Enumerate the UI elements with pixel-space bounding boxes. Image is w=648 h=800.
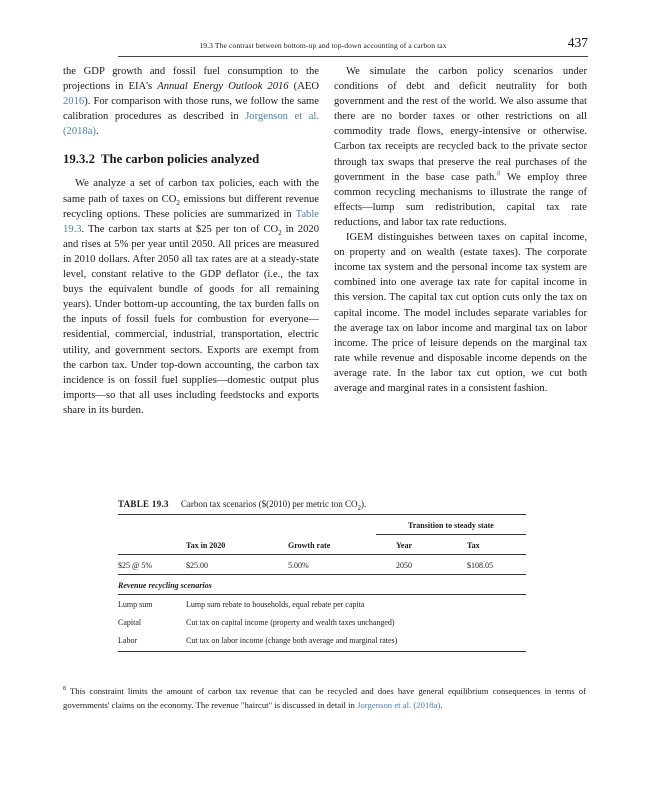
text: in 2020 and rises at 5% per year until 2050. All prices are measured in 2010 dollars. After 2050 all tax rates are at a steady-state level, constant relative to the GDP deflator (i.e., the tax buys the equivalent bundle of goods for all remaining years). Under bottom-up accounting, the tax burden falls on the inputs of fossil fuels for combustion for everyone—residential, commercial, industrial, transportation, electric utility, and government sectors. Exports are exempt from the carbon tax. Under top-down accounting, the carbon tax incidence is on fossil fuel supplies—domestic output plus imports—so that all uses including feedstocks and exports share in its burden. [63, 223, 319, 416]
page-number: 437 [567, 35, 588, 50]
text: . [95, 126, 99, 138]
citation-link-jorgenson[interactable]: Jorgenson et al. (2018a) [63, 111, 319, 138]
text: ). For comparison with those runs, we follow the same calibration procedures as described in [63, 96, 319, 123]
scenario-desc: Cut tax on capital income (property and wealth taxes unchanged) [186, 618, 395, 627]
right-column [334, 64, 587, 396]
text: We simulate the carbon policy scenarios under conditions of debt and deficit neutrality for both government and the rest of the world. We also assume that there are no border taxes or other restrictions on all commodity trade flows, energy-intensive or otherwise. Carbon tax receipts are recycled back to the private sector through tax swaps that preserve the real purchases of the government in the base case path. [334, 66, 587, 183]
paragraph-igem: IGEM distinguishes between taxes on capital income, on property and on wealth (estate taxes). The corporate income tax system and the personal income tax system are combined into one average tax rate for capital income in this version. The capital tax cut option cuts only the tax on capital income. The model includes separate variables for the average tax on labor income and marginal tax on labor income. The price of leisure depends on the marginal tax rate while revenue and disposable income depends on the average rate. In the labor tax cut option, we cut both average and marginal rates in a consistent fashion. [334, 232, 587, 394]
row-year: 2050 [396, 561, 412, 570]
subscript: 2 [278, 228, 282, 237]
paragraph-calibration [63, 64, 319, 139]
table-top-rule [118, 514, 526, 515]
row-tax: $108.05 [467, 561, 493, 570]
section-title: The carbon policies analyzed [101, 152, 260, 167]
caption-text: ). [361, 499, 367, 509]
row-growth-rate: 5.00% [288, 561, 309, 570]
text: We employ three common recycling mechanisms to illustrate the range of effects—lump sum redistribution, capital tax rate reductions, and labor tax rate reductions. [334, 171, 587, 228]
header-tax-2020: Tax in 2020 [186, 541, 226, 550]
section-number: 19.3.2 [63, 152, 95, 167]
text: . The carbon tax starts at $25 per ton of CO [81, 223, 279, 235]
table-caption [118, 499, 367, 512]
text: the GDP growth and fossil fuel consumption to the projections in EIA's [63, 66, 319, 93]
running-header [118, 35, 588, 57]
header-tax: Tax [467, 541, 480, 550]
recycling-heading: Revenue recycling scenarios [118, 581, 212, 590]
footnote-citation-link[interactable]: Jorgenson et al. (2018a) [357, 700, 441, 710]
aeo-title: Annual Energy Outlook 2016 [157, 81, 289, 93]
table-link[interactable]: Table 19.3 [63, 208, 319, 235]
caption-text: Carbon tax scenarios ($(2010) per metric ton CO [180, 499, 358, 509]
text: emissions but different revenue recycling options. These policies are summarized in [63, 193, 319, 220]
header-rule [118, 554, 526, 555]
citation-link-aeo2016[interactable]: 2016 [63, 96, 85, 108]
scenario-name: Capital [118, 618, 142, 627]
subscript: 2 [176, 198, 180, 207]
text: (AEO [288, 81, 319, 93]
scenario-name: Labor [118, 636, 138, 645]
recycling-rule [118, 594, 526, 595]
footnote-ref[interactable]: 8 [496, 169, 501, 178]
text: We analyze a set of carbon tax policies, each with the same path of taxes on CO [63, 178, 319, 205]
header-growth-rate: Growth rate [288, 541, 331, 550]
header-year: Year [396, 541, 412, 550]
table-label: TABLE 19.3 [118, 499, 169, 509]
subscript: 2 [357, 503, 362, 512]
paragraph-carbon-policies [63, 176, 319, 418]
paragraph-scenarios [334, 64, 587, 230]
left-column [63, 64, 319, 418]
running-title: 19.3 The contrast between bottom-up and top-down accounting of a carbon tax [199, 41, 447, 50]
table-bottom-rule [118, 651, 526, 652]
scenario-desc: Cut tax on labor income (change both average and marginal rates) [186, 636, 398, 645]
footnote-number: 8 [63, 686, 66, 693]
footnote-text: . [440, 700, 443, 710]
footnote-text: This constraint limits the amount of carbon tax revenue that can be recycled and does have general equilibrium consequences in terms of governments' claims on the economy. The revenue "haircut" is discussed in detail in [63, 686, 586, 710]
scenario-desc: Lump sum rebate to households, equal rebate per capita [186, 600, 365, 609]
row-tax-2020: $25.00 [186, 561, 208, 570]
scenario-name: Lump sum [118, 600, 153, 609]
span-header: Transition to steady state [408, 521, 494, 530]
span-rule [376, 534, 526, 535]
row-label: $25 @ 5% [118, 561, 153, 570]
footnote [63, 684, 586, 712]
row-rule [118, 574, 526, 575]
section-heading [63, 151, 319, 167]
